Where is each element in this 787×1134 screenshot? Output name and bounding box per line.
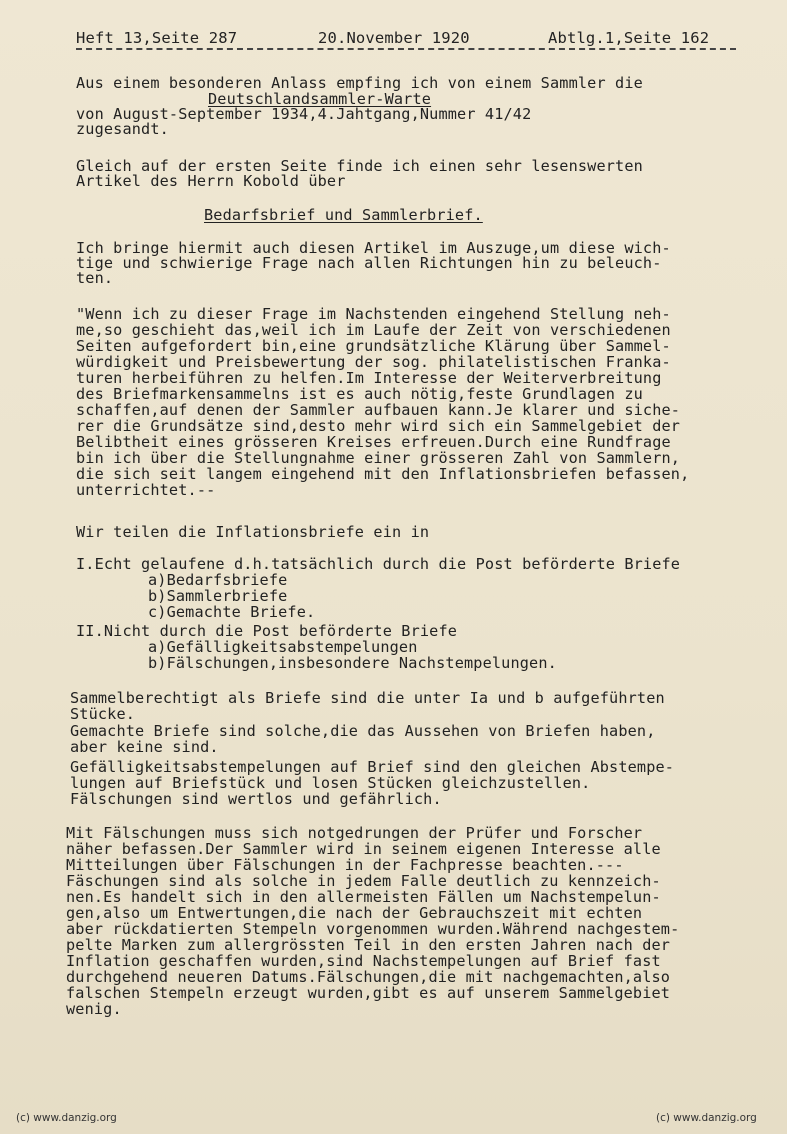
body-line: Aus einem besonderen Anlass empfing ich von einem Sammler die bbox=[76, 74, 643, 92]
body-line: rer die Grundsätze sind,desto mehr wird sich ein Sammelgebiet der bbox=[76, 417, 681, 435]
header-section-page: Abtlg.1,Seite 162 bbox=[548, 29, 710, 47]
body-line: gen,also um Entwertungen,die nach der Gebrauchszeit mit echten bbox=[66, 904, 643, 922]
body-line: Stücke. bbox=[70, 705, 136, 723]
body-line: Gleich auf der ersten Seite finde ich einen sehr lesenswerten bbox=[76, 157, 643, 175]
body-line: Sammelberechtigt als Briefe sind die unter Ia und b aufgeführten bbox=[70, 689, 665, 707]
body-line: aber keine sind. bbox=[70, 738, 219, 756]
body-line: aber rückdatierten Stempeln vorgenommen wurden.Während nachgestem- bbox=[66, 920, 680, 938]
body-line: lungen auf Briefstück und losen Stücken gleichzustellen. bbox=[70, 774, 591, 792]
list-item-ib: b)Sammlerbriefe bbox=[148, 587, 288, 605]
header-issue-page: Heft 13,Seite 287 bbox=[76, 29, 238, 47]
list-heading-ii: II.Nicht durch die Post beförderte Briefe bbox=[76, 622, 458, 640]
body-line: me,so geschieht das,weil ich im Laufe der Zeit von verschiedenen bbox=[76, 321, 671, 339]
body-line: unterrichtet.-- bbox=[76, 481, 216, 499]
body-line: würdigkeit und Preisbewertung der sog. philatelistischen Franka- bbox=[76, 353, 671, 371]
body-line: schaffen,auf denen der Sammler aufbauen kann.Je klarer und siche- bbox=[76, 401, 681, 419]
body-line: näher befassen.Der Sammler wird in seinem eigenen Interesse alle bbox=[66, 840, 661, 858]
list-item-ia: a)Bedarfsbriefe bbox=[148, 571, 288, 589]
body-line: Gefälligkeitsabstempelungen auf Brief sind den gleichen Abstempe- bbox=[70, 758, 675, 776]
body-line: Mit Fälschungen muss sich notgedrungen der Prüfer und Forscher bbox=[66, 824, 643, 842]
body-line: Gemachte Briefe sind solche,die das Aussehen von Briefen haben, bbox=[70, 722, 656, 740]
body-line: turen herbeiführen zu helfen.Im Interesse der Weiterverbreitung bbox=[76, 369, 662, 387]
list-item-iib: b)Fälschungen,insbesondere Nachstempelungen. bbox=[148, 654, 557, 672]
body-line: Belibtheit eines grösseren Kreises erfreuen.Durch eine Rundfrage bbox=[76, 433, 671, 451]
header-divider bbox=[76, 48, 736, 50]
body-line: ten. bbox=[76, 269, 114, 287]
body-line: pelte Marken zum allergrössten Teil in den ersten Jahren nach der bbox=[66, 936, 671, 954]
header-date: 20.November 1920 bbox=[318, 29, 470, 47]
publication-title: Deutschlandsammler-Warte bbox=[208, 90, 432, 108]
body-line: Artikel des Herrn Kobold über bbox=[76, 172, 346, 190]
body-line: bin ich über die Stellungnahme einer grösseren Zahl von Sammlern, bbox=[76, 449, 681, 467]
body-line: wenig. bbox=[66, 1000, 122, 1018]
body-line: tige und schwierige Frage nach allen Richtungen hin zu beleuch- bbox=[76, 254, 662, 272]
body-line: zugesandt. bbox=[76, 120, 169, 138]
list-item-iia: a)Gefälligkeitsabstempelungen bbox=[148, 638, 418, 656]
footer-copyright-left: (c) www.danzig.org bbox=[16, 1112, 117, 1124]
list-item-ic: c)Gemachte Briefe. bbox=[148, 603, 316, 621]
body-line: Seiten aufgefordert bin,eine grundsätzliche Klärung über Sammel- bbox=[76, 337, 671, 355]
body-line: des Briefmarkensammelns ist es auch nötig,feste Grundlagen zu bbox=[76, 385, 643, 403]
body-line: Fäschungen sind als solche in jedem Falle deutlich zu kennzeich- bbox=[66, 872, 661, 890]
body-line: Wir teilen die Inflationsbriefe ein in bbox=[76, 523, 430, 541]
body-line: Ich bringe hiermit auch diesen Artikel im Auszuge,um diese wich- bbox=[76, 239, 671, 257]
body-line: "Wenn ich zu dieser Frage im Nachstenden eingehend Stellung neh- bbox=[76, 305, 671, 323]
body-line: Fälschungen sind wertlos und gefährlich. bbox=[70, 790, 442, 808]
body-line: Mitteilungen über Fälschungen in der Fachpresse beachten.--- bbox=[66, 856, 624, 874]
body-line: nen.Es handelt sich in den allermeisten Fällen um Nachstempelun- bbox=[66, 888, 661, 906]
body-line: von August-September 1934,4.Jahtgang,Nummer 41/42 bbox=[76, 105, 532, 123]
footer-copyright-right: (c) www.danzig.org bbox=[656, 1112, 757, 1124]
body-line: falschen Stempeln erzeugt wurden,gibt es auf unserem Sammelgebiet bbox=[66, 984, 671, 1002]
body-line: durchgehend neueren Datums.Fälschungen,die mit nachgemachten,also bbox=[66, 968, 671, 986]
article-title: Bedarfsbrief und Sammlerbrief. bbox=[204, 206, 483, 224]
body-line: Inflation geschaffen wurden,sind Nachstempelungen auf Brief fast bbox=[66, 952, 661, 970]
body-line: die sich seit langem eingehend mit den Inflationsbriefen befassen, bbox=[76, 465, 690, 483]
list-heading-i: I.Echt gelaufene d.h.tatsächlich durch die Post beförderte Briefe bbox=[76, 555, 681, 573]
